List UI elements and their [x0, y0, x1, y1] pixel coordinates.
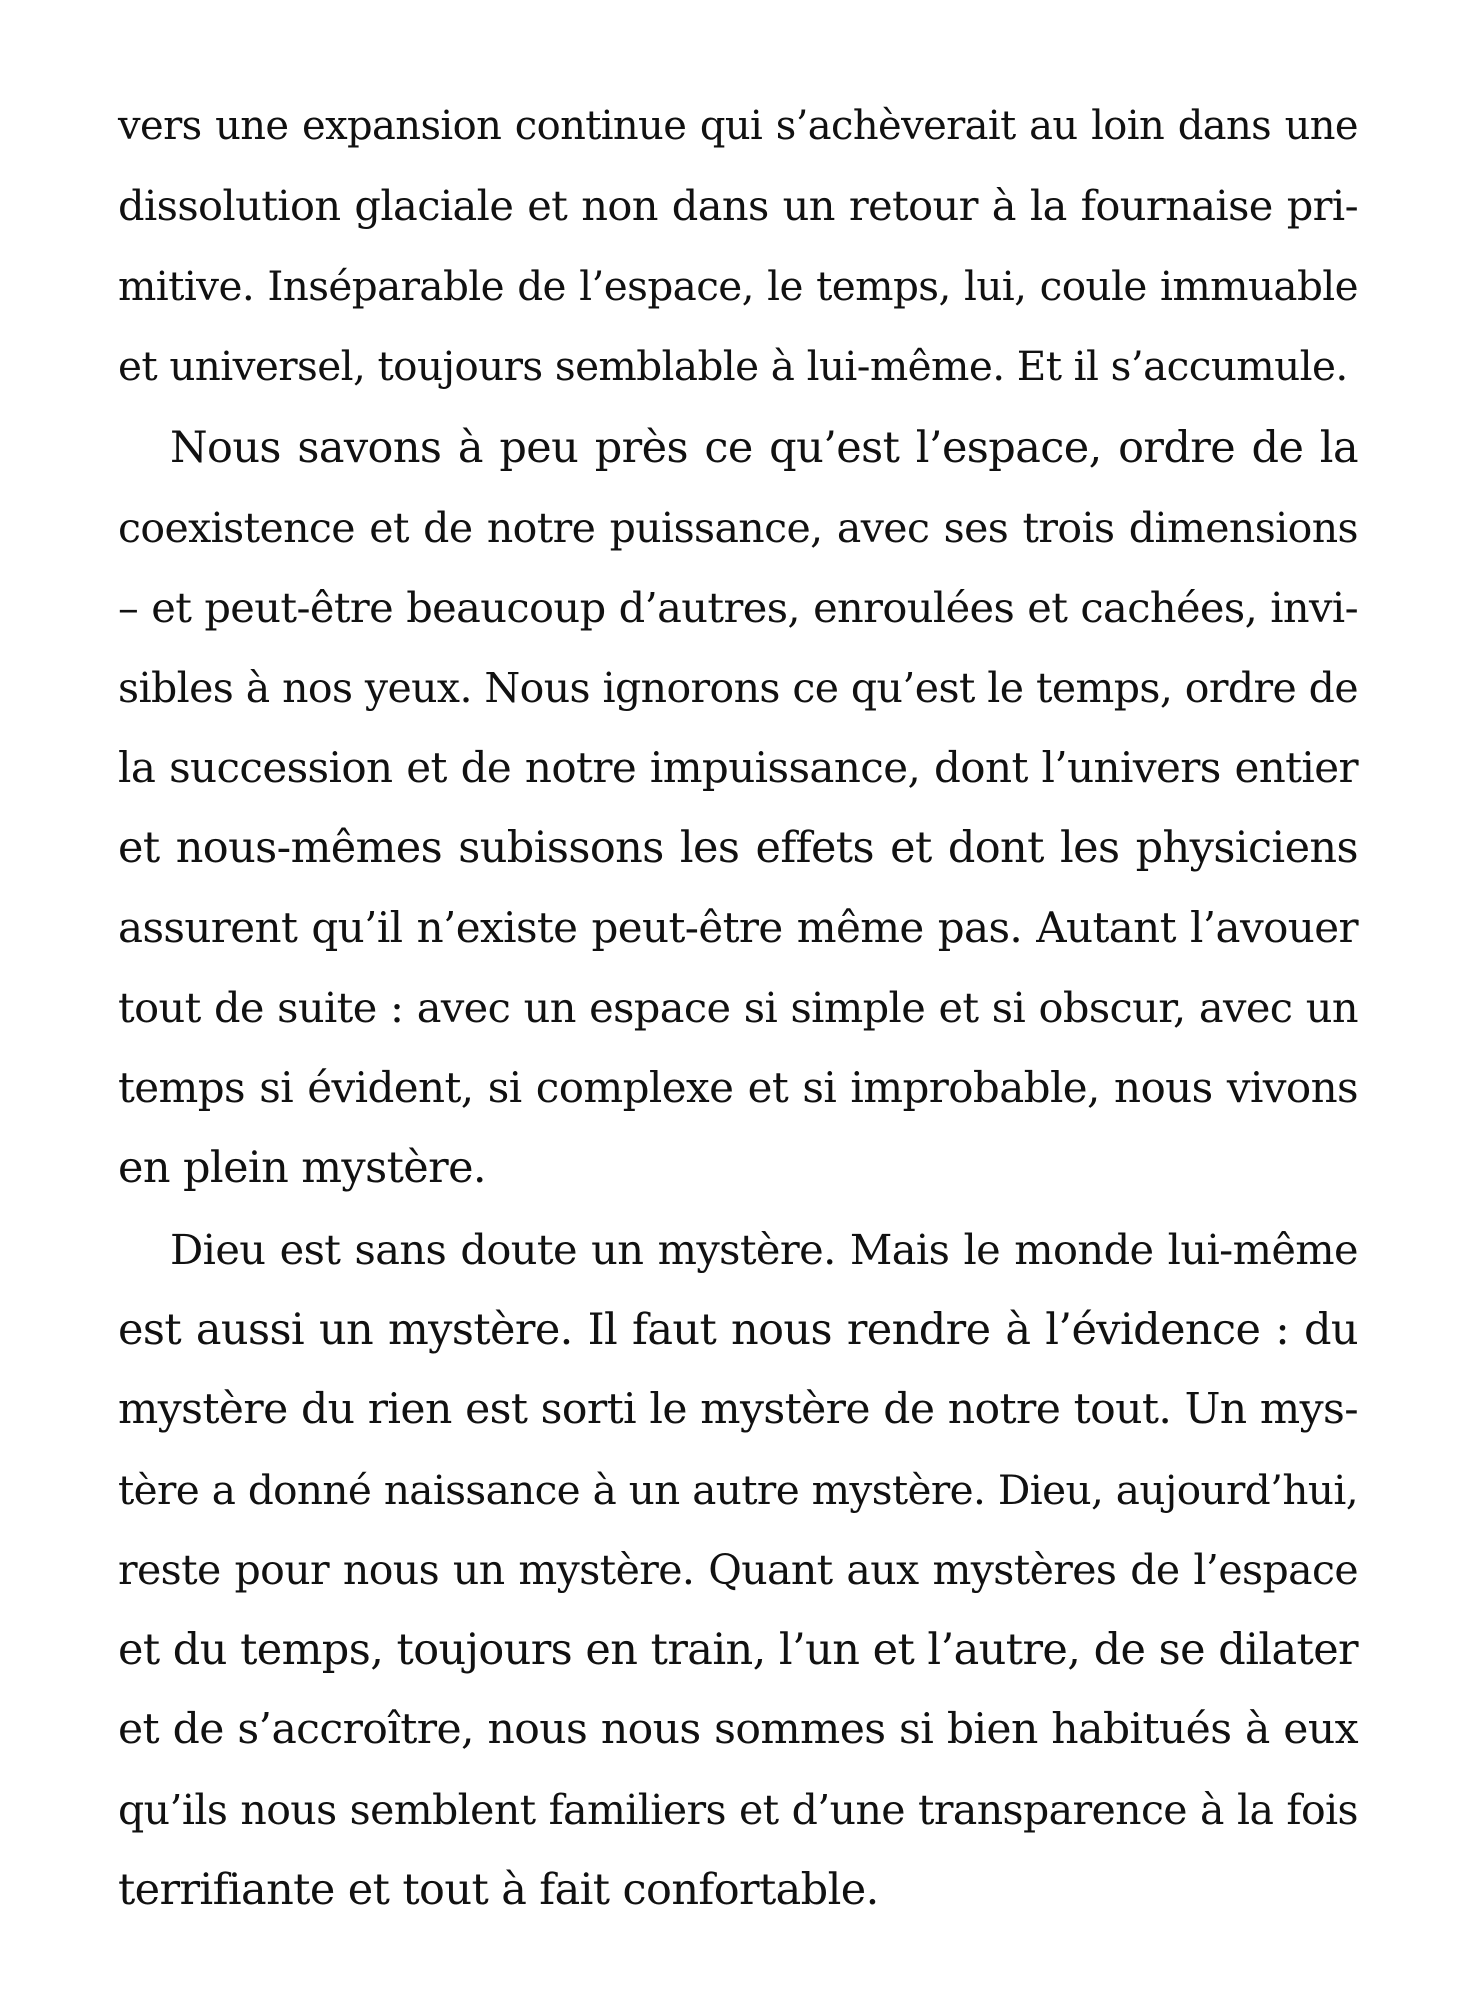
- text-line: tout de suite : avec un espace si simple et si obscur, avec un: [118, 983, 1358, 1032]
- text-line: en plein mystère.: [118, 1143, 486, 1193]
- paragraph: [118, 86, 1358, 406]
- text-line: qu’ils nous semblent familiers et d’une transparence à la fois: [118, 1786, 1358, 1834]
- text-line: Nous savons à peu près ce qu’est l’espace, ordre de la: [170, 423, 1358, 473]
- text-line: coexistence et de notre puissance, avec ses trois dimensions: [118, 504, 1358, 552]
- text-line: vers une expansion continue qui s’achèverait au loin dans une: [118, 103, 1358, 149]
- text-line: temps si évident, si complexe et si improbable, nous vivons: [118, 1063, 1358, 1112]
- text-line: terrifiante et tout à fait confortable.: [118, 1865, 879, 1915]
- body-text: [118, 86, 1358, 1930]
- text-line: est aussi un mystère. Il faut nous rendre à l’évidence : du: [118, 1305, 1358, 1355]
- paragraph: [118, 408, 1358, 1208]
- text-line: la succession et de notre impuissance, dont l’univers entier: [118, 743, 1358, 792]
- text-line: et nous-mêmes subissons les effets et dont les physiciens: [118, 823, 1358, 873]
- text-line: – et peut-être beaucoup d’autres, enroulées et cachées, invi-: [118, 583, 1358, 632]
- text-line: sibles à nos yeux. Nous ignorons ce qu’est le temps, ordre de: [118, 664, 1358, 712]
- text-line: mystère du rien est sorti le mystère de notre tout. Un mys-: [118, 1385, 1358, 1434]
- text-line: et du temps, toujours en train, l’un et l’autre, de se dilater: [118, 1625, 1358, 1675]
- text-line: tère a donné naissance à un autre mystère. Dieu, aujourd’hui,: [118, 1466, 1358, 1514]
- text-line: assurent qu’il n’existe peut-être même pas. Autant l’avouer: [118, 903, 1358, 952]
- text-line: et universel, toujours semblable à lui-même. Et il s’accumule.: [118, 342, 1348, 390]
- text-line: et de s’accroître, nous nous sommes si bien habitués à eux: [118, 1705, 1358, 1754]
- text-line: reste pour nous un mystère. Quant aux mystères de l’espace: [118, 1546, 1358, 1594]
- paragraph: [118, 1210, 1358, 1930]
- text-line: mitive. Inséparable de l’espace, le temps, lui, coule immuable: [118, 262, 1358, 310]
- text-line: dissolution glaciale et non dans un retour à la fournaise pri-: [118, 181, 1358, 230]
- text-line: Dieu est sans doute un mystère. Mais le monde lui-même: [170, 1225, 1358, 1274]
